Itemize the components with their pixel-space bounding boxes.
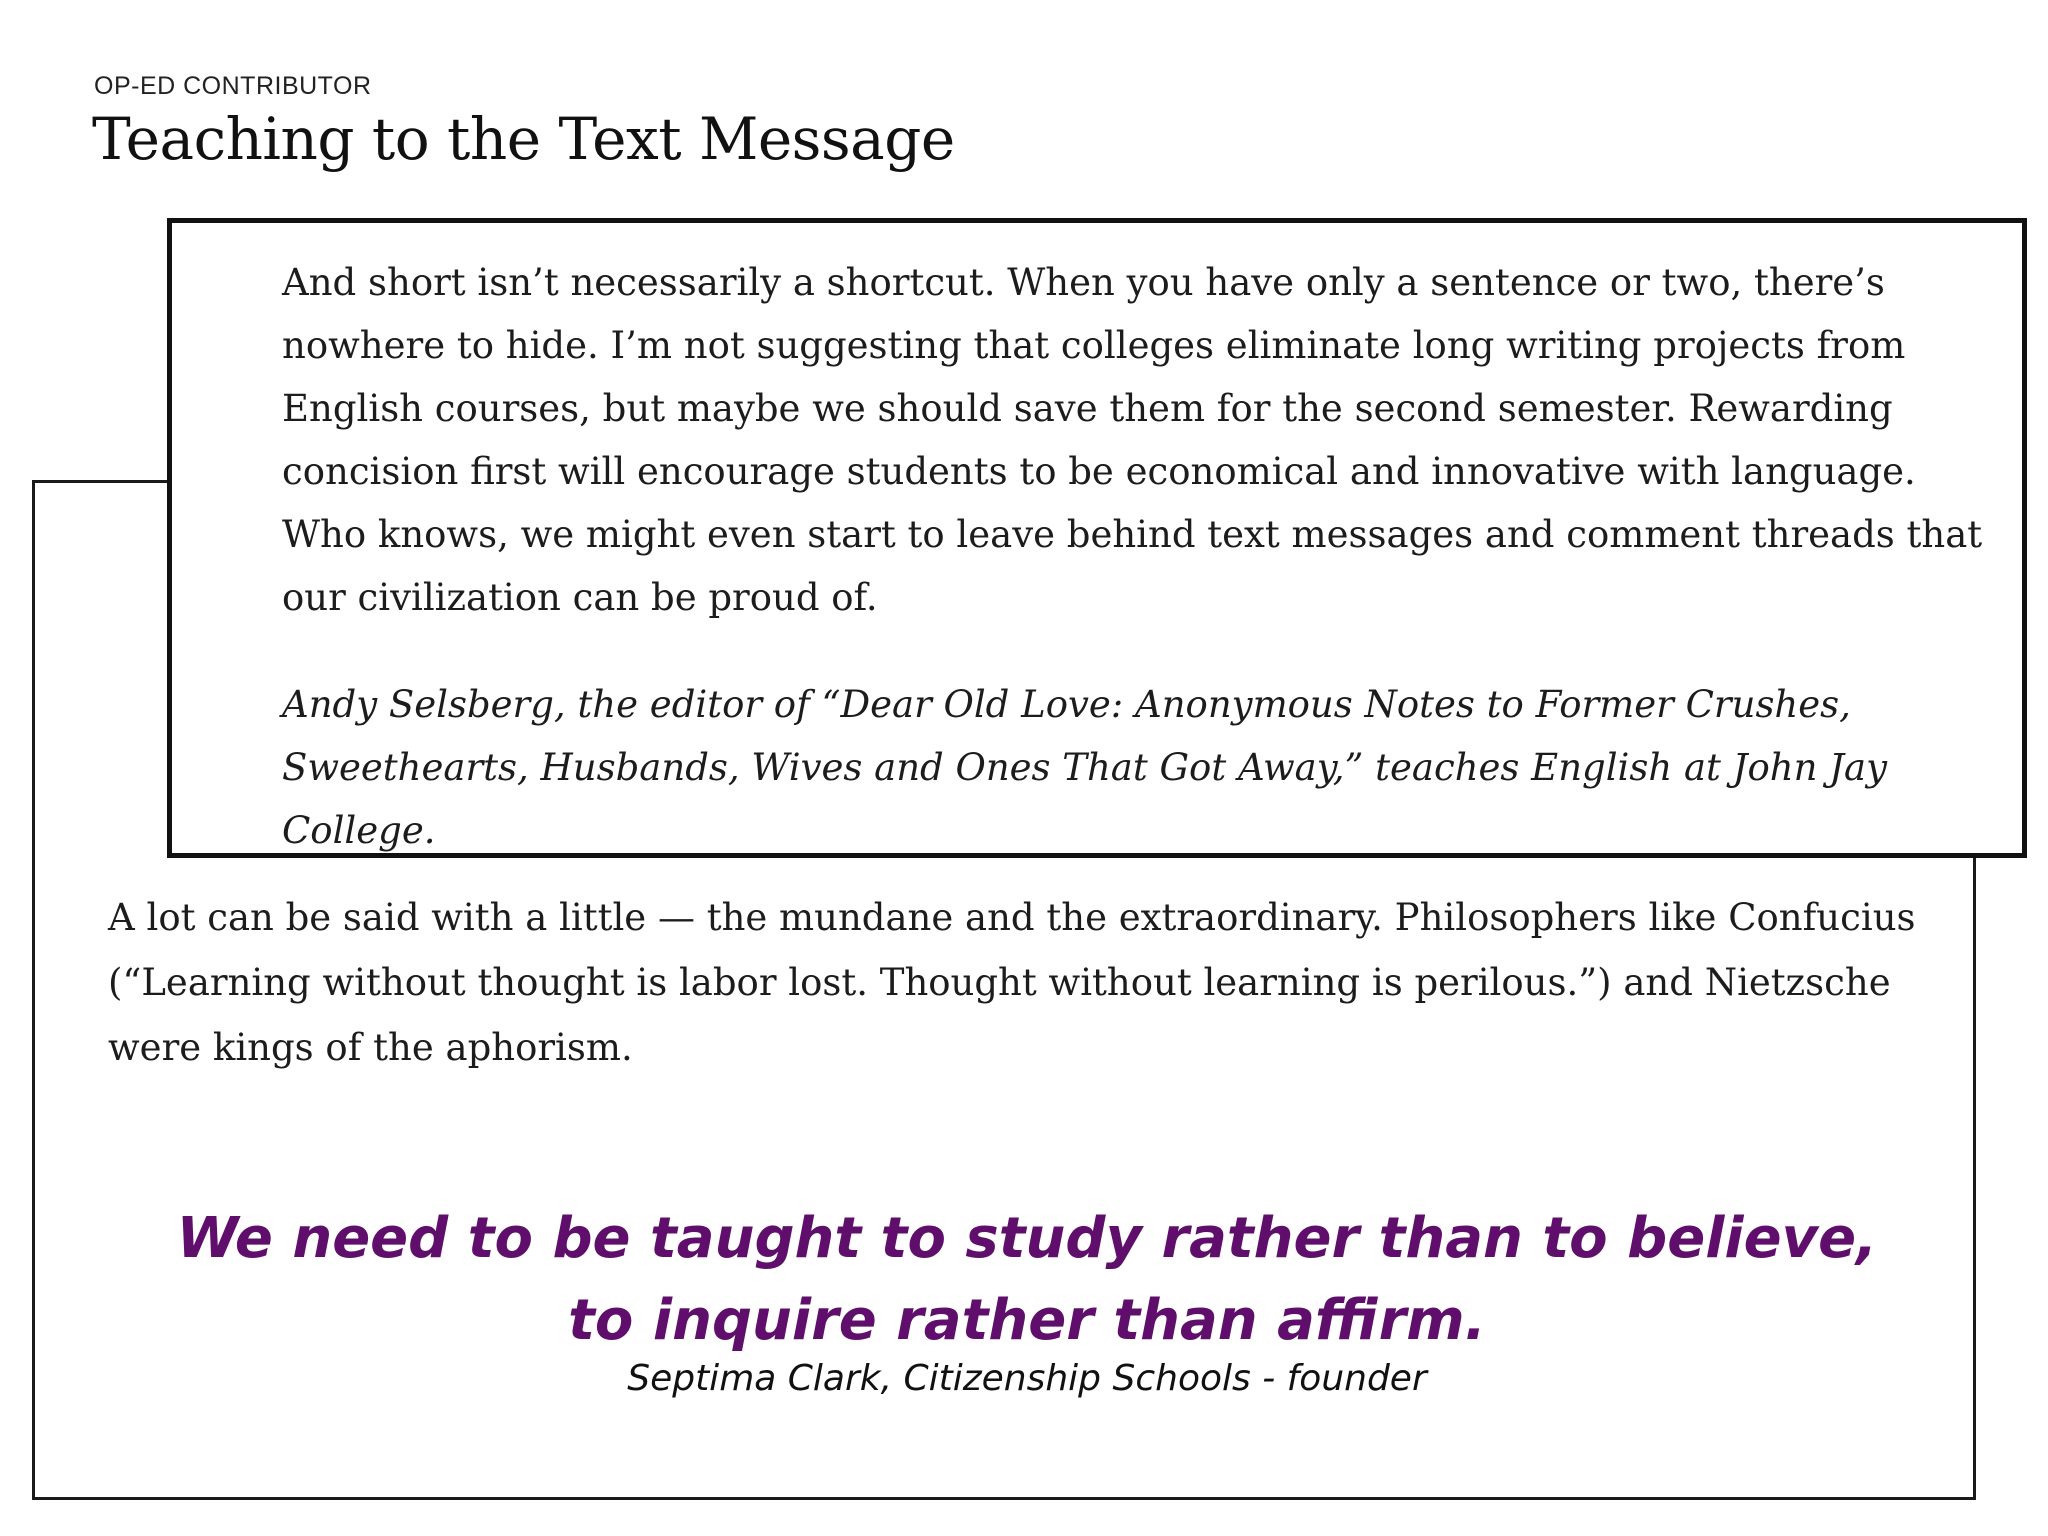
pull-quote	[32, 1198, 2022, 1362]
excerpt-paragraph: And short isn’t necessarily a shortcut. When you have only a sentence or two, there’s nowhere to hide. I’m not suggesting that colleges eliminate long writing projects from English courses, but maybe we should save them for the second semester. Rewarding concision first will encourage students to be economical and innovative with language. Who knows, we might even start to leave behind text messages and comment threads that our civilization can be proud of.	[282, 261, 1983, 619]
author-bio: Andy Selsberg, the editor of “Dear Old Love: Anonymous Notes to Former Crushes, Sweethearts, Husbands, Wives and Ones That Got Away,” teaches English at John Jay College.	[282, 683, 1887, 852]
article-headline: Teaching to the Text Message	[92, 105, 955, 173]
pull-quote-line-2: to inquire rather than affirm.	[568, 1288, 1486, 1353]
aphorism-paragraph: A lot can be said with a little — the mundane and the extraordinary. Philosophers like Confucius (“Learning without thought is labor lost. Thought without learning is perilous.”) and Nietzsche were kings of the aphorism.	[108, 896, 1916, 1069]
article-kicker: OP-ED CONTRIBUTOR	[94, 72, 372, 100]
pull-quote-line-1: We need to be taught to study rather than to believe,	[176, 1206, 1878, 1271]
article-excerpt-box	[167, 218, 2027, 858]
quote-attribution: Septima Clark, Citizenship Schools - founder	[627, 1358, 1427, 1399]
